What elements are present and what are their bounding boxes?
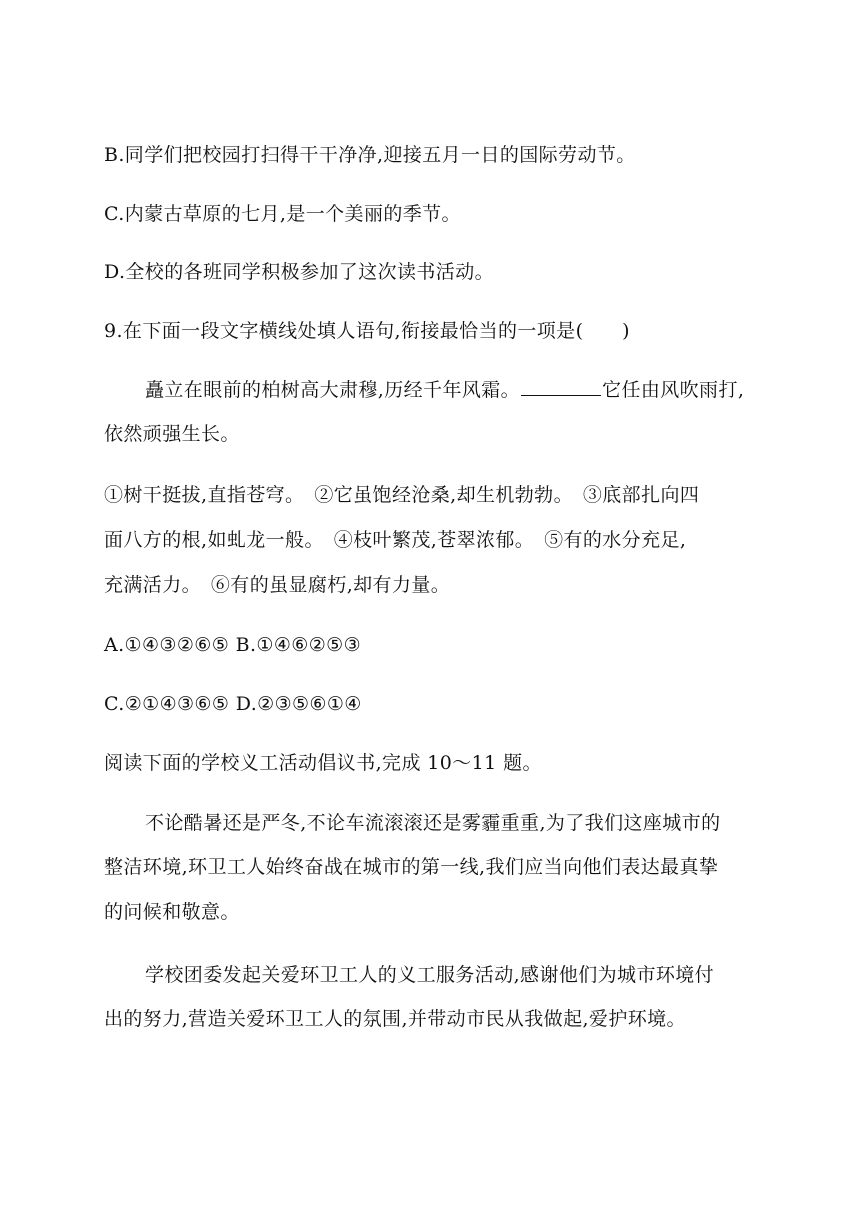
q9-choices-line-1: A.①④③②⑥⑤ B.①④⑥②⑤③ [104,634,362,656]
q9-passage-text-after: 它任由风吹雨打, [602,379,745,401]
q9-passage-text-before: 矗立在眼前的柏树高大肃穆,历经千年风霜。 [145,379,521,401]
para2-line-1: 学校团委发起关爱环卫工人的义工服务活动,感谢他们为城市环境付 [145,964,715,986]
option-c: C.内蒙古草原的七月,是一个美丽的季节。 [104,203,461,225]
q9-sentences-line-1: ①树干挺拔,直指苍穹。 ②它虽饱经沧桑,却生机勃勃。 ③底部扎向四 [104,484,700,506]
option-b: B.同学们把校园打扫得干干净净,迎接五月一日的国际劳动节。 [104,144,636,166]
q9-choices-line-2: C.②①④③⑥⑤ D.②③⑤⑥①④ [104,693,362,715]
option-d: D.全校的各班同学积极参加了这次读书活动。 [104,261,494,283]
q9-passage-line-2: 依然顽强生长。 [104,423,240,445]
para1-line-1: 不论酷暑还是严冬,不论车流滚滚还是雾霾重重,为了我们这座城市的 [145,812,721,834]
para2-line-2: 出的努力,营造关爱环卫工人的氛围,并带动市民从我做起,爱护环境。 [104,1008,686,1030]
para1-line-2: 整洁环境,环卫工人始终奋战在城市的第一线,我们应当向他们表达最真挚 [104,856,719,878]
q9-sentences-line-3: 充满活力。 ⑥有的虽显腐朽,却有力量。 [104,574,451,596]
para1-line-3: 的问候和敬意。 [104,901,240,923]
reading-intro: 阅读下面的学校义工活动倡议书,完成 10～11 题。 [104,752,542,774]
fill-in-blank [521,377,601,396]
q9-passage-line-1 [145,377,744,403]
q9-sentences-line-2: 面八方的根,如虬龙一般。 ④枝叶繁茂,苍翠浓郁。 ⑤有的水分充足, [104,529,687,551]
question-9-stem: 9.在下面一段文字横线处填人语句,衔接最恰当的一项是( ) [104,320,630,342]
